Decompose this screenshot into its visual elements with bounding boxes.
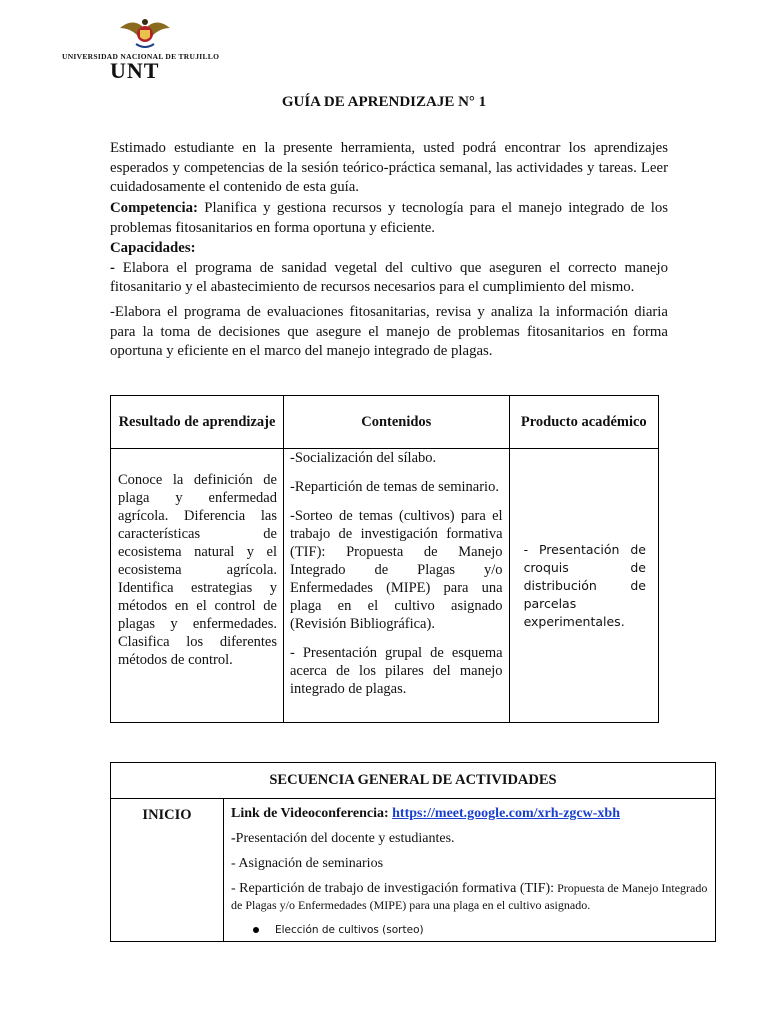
bullet-icon <box>253 927 259 933</box>
capacidades-section <box>110 239 668 298</box>
page-title: GUÍA DE APRENDIZAJE N° 1 <box>281 94 487 110</box>
activities-table <box>110 762 716 942</box>
capacidad-1-dash: - <box>110 259 115 276</box>
university-name: UNIVERSIDAD NACIONAL DE TRUJILLO <box>62 52 220 61</box>
header-contenidos: Contenidos <box>283 396 509 449</box>
activity-line: - Repartición de trabajo de investigación formativa (TIF): <box>231 881 555 896</box>
crest-icon <box>118 16 172 50</box>
university-logo <box>56 14 226 83</box>
capacidad-1: Elabora el programa de sanidad vegetal del cultivo que aseguren el correcto manejo fitosanitario y el abastecimiento de recursos necesarios para el cumplimiento del mismo. <box>110 259 668 295</box>
contenido-item: -Repartición de temas de seminario. <box>289 479 499 495</box>
producto-text: - Presentación de croquis de distribución de parcelas experimentales. <box>523 541 646 629</box>
university-acronym: UNT <box>110 58 160 83</box>
activity-line-detail: Propuesta de Manejo Integrado de Plagas y/o Enfermedades (MIPE) para una plaga en el cultivo asignado. <box>231 881 708 912</box>
phase-content <box>224 799 716 942</box>
producto-cell <box>509 449 658 723</box>
activity-line: Presentación del docente y estudiantes. <box>235 831 455 846</box>
intro-paragraph: Estimado estudiante en la presente herramienta, usted podrá encontrar los aprendizajes esperados y competencias de la sesión teórico-práctica semanal, las actividades y tareas. Leer cuidadosamente el contenido de esta guía. <box>110 140 668 195</box>
resultado-cell: Conoce la definición de plaga y enfermedad agrícola. Diferencia las características de ecosistema natural y el ecosistema agrícola. Identifica estrategias y métodos en el control de plagas y enfermedades. Clasifica los diferentes métodos de control. <box>111 449 284 723</box>
contenido-item: -Sorteo de temas (cultivos) para el trabajo de investigación formativa (TIF): Propuesta de Manejo Integrado de Plagas y/o Enfermedades (MIPE) para una plaga en el cultivo asignado (Revisión Bibliográfica). <box>289 508 503 632</box>
contenido-item: -Socialización del sílabo. <box>289 450 437 466</box>
competencia-text: Planifica y gestiona recursos y tecnología para el manejo integrado de los problemas fitosanitarios en forma oportuna y eficiente. <box>110 200 668 236</box>
bullet-item: Elección de cultivos (sorteo) <box>275 924 424 936</box>
contenido-item: - Presentación grupal de esquema acerca de los pilares del manejo integrado de plagas. <box>289 645 503 697</box>
activity-line: - Asignación de seminarios <box>231 856 384 871</box>
link-label: Link de Videoconferencia: <box>231 806 389 821</box>
contenidos-cell <box>283 449 509 723</box>
competencia-paragraph <box>110 199 668 238</box>
header-resultado: Resultado de aprendizaje <box>111 396 284 449</box>
competencia-label: Competencia: <box>110 200 198 216</box>
capacidades-label: Capacidades: <box>110 240 196 256</box>
line1-dash: - <box>231 831 236 846</box>
capacidad-2: -Elabora el programa de evaluaciones fitosanitarias, revisa y analiza la información diaria para la toma de decisiones que asegure el manejo de problemas fitosanitarios en forma oportuna y eficiente en el marco del manejo integrado de plagas. <box>110 304 668 359</box>
activities-title: SECUENCIA GENERAL DE ACTIVIDADES <box>111 763 716 799</box>
learning-table <box>110 395 659 723</box>
videoconference-link[interactable]: https://meet.google.com/xrh-zgcw-xbh <box>392 806 620 821</box>
header-producto: Producto académico <box>509 396 658 449</box>
phase-label: INICIO <box>111 799 224 942</box>
